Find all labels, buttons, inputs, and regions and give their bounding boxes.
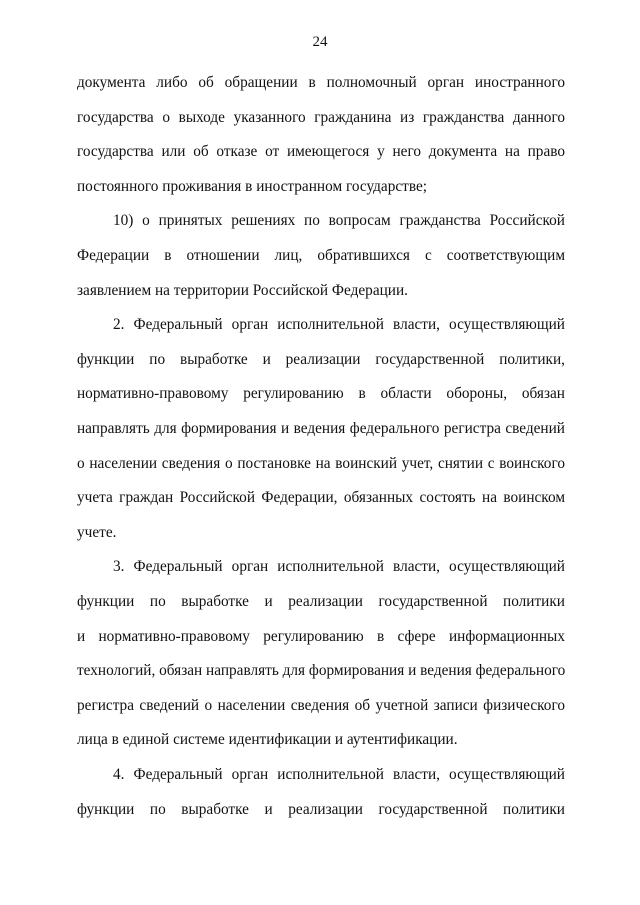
paragraph-4-line: и нормативно-правовому регулированию в сфере информационных: [77, 627, 565, 645]
paragraph-4-line: регистра сведений о населении сведения об учетной записи физического: [77, 696, 565, 714]
paragraph-3-line: 2. Федеральный орган исполнительной власти, осуществляющий: [113, 316, 565, 334]
paragraph-1-line: государства или об отказе от имеющегося у него документа на право: [77, 143, 565, 161]
paragraph-1-line: государства о выходе указанного гражданина из гражданства данного: [77, 108, 565, 126]
page-number: 24: [312, 34, 328, 50]
paragraph-2-line: 10) о принятых решениях по вопросам гражданства Российской: [113, 212, 565, 230]
paragraph-5-line: 4. Федеральный орган исполнительной власти, осуществляющий: [113, 766, 565, 783]
paragraph-5-line: функции по выработке и реализации государственной политики: [77, 800, 565, 818]
paragraph-2-line: Федерации в отношении лиц, обратившихся с соответствующим: [77, 247, 565, 264]
paragraph-3-line: нормативно-правовому регулированию в области обороны, обязан: [77, 385, 565, 403]
paragraph-3-line: направлять для формирования и ведения федерального регистра сведений: [77, 420, 565, 437]
paragraph-3-line: учета граждан Российской Федерации, обязанных состоять на воинском: [77, 489, 565, 507]
paragraph-1-line: документа либо об обращении в полномочный орган иностранного: [77, 74, 565, 91]
paragraph-1-line: постоянного проживания в иностранном государстве;: [77, 177, 428, 195]
paragraph-2-line: заявлением на территории Российской Федерации.: [77, 281, 408, 299]
paragraph-4-line: лица в единой системе идентификации и аутентификации.: [77, 731, 458, 749]
paragraph-4-line: 3. Федеральный орган исполнительной власти, осуществляющий: [113, 558, 565, 576]
paragraph-3-line: функции по выработке и реализации государственной политики,: [77, 350, 565, 368]
paragraph-3-line: о населении сведения о постановке на воинский учет, снятии с воинского: [77, 454, 565, 472]
paragraph-4-line: функции по выработке и реализации государственной политики: [77, 593, 565, 610]
paragraph-3-line: учете.: [77, 523, 117, 541]
paragraph-4-line: технологий, обязан направлять для формирования и ведения федерального: [77, 662, 566, 680]
